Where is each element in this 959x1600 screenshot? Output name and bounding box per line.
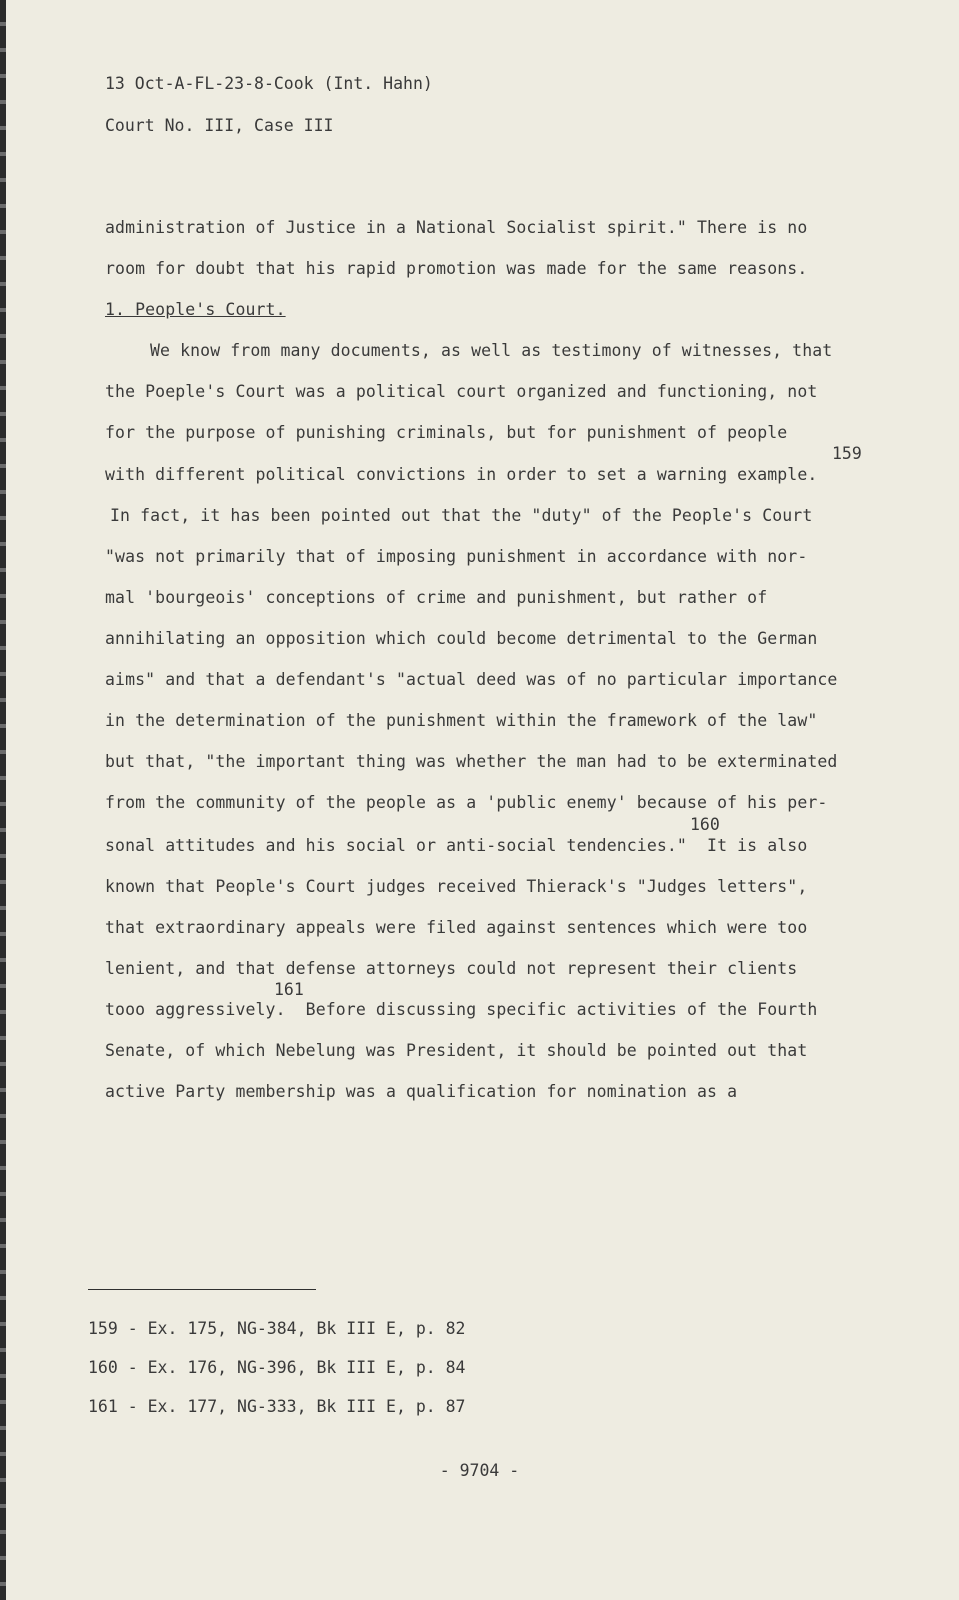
footnote-159: 159 - Ex. 175, NG-384, Bk III E, p. 82 (88, 1319, 466, 1338)
body-line: In fact, it has been pointed out that the "duty" of the People's Court (110, 506, 813, 525)
footnote-160: 160 - Ex. 176, NG-396, Bk III E, p. 84 (88, 1358, 466, 1377)
header-court: Court No. III, Case III (105, 116, 334, 135)
body-line: administration of Justice in a National Socialist spirit." There is no (105, 218, 808, 237)
body-line: annihilating an opposition which could become detrimental to the German (105, 629, 818, 648)
footnote-161: 161 - Ex. 177, NG-333, Bk III E, p. 87 (88, 1397, 466, 1416)
header-reference: 13 Oct-A-FL-23-8-Cook (Int. Hahn) (105, 74, 433, 93)
body-line: with different political convictions in order to set a warning example. (105, 465, 818, 484)
section-heading: 1. People's Court. (105, 300, 286, 319)
body-line: aims" and that a defendant's "actual deed was of no particular importance (105, 670, 838, 689)
footnote-marker-160: 160 (690, 815, 720, 834)
body-line: that extraordinary appeals were filed against sentences which were too (105, 918, 808, 937)
body-line: active Party membership was a qualification for nomination as a (105, 1082, 738, 1101)
body-line: known that People's Court judges received Thierack's "Judges letters", (105, 877, 808, 896)
body-line: We know from many documents, as well as testimony of witnesses, that (150, 341, 833, 360)
body-line: mal 'bourgeois' conceptions of crime and punishment, but rather of (105, 588, 768, 607)
footnote-marker-161: 161 (274, 980, 304, 999)
body-line: from the community of the people as a 'public enemy' because of his per- (105, 793, 828, 812)
body-line: "was not primarily that of imposing punishment in accordance with nor- (105, 547, 808, 566)
footnote-marker-159: 159 (832, 444, 862, 463)
body-line: room for doubt that his rapid promotion was made for the same reasons. (105, 259, 808, 278)
body-line: the Poeple's Court was a political court organized and functioning, not (105, 382, 818, 401)
binding-edge (0, 0, 6, 1600)
body-line: for the purpose of punishing criminals, but for punishment of people (105, 423, 788, 442)
body-line: but that, "the important thing was whether the man had to be exterminated (105, 752, 838, 771)
body-line: in the determination of the punishment within the framework of the law" (105, 711, 818, 730)
body-line: Senate, of which Nebelung was President, it should be pointed out that (105, 1041, 808, 1060)
page-number: - 9704 - (439, 1461, 520, 1480)
body-line: sonal attitudes and his social or anti-social tendencies." It is also (105, 836, 808, 855)
body-line: tooo aggressively. Before discussing specific activities of the Fourth (105, 1000, 818, 1019)
footnote-divider (88, 1289, 316, 1290)
body-line: lenient, and that defense attorneys could not represent their clients (105, 959, 798, 978)
